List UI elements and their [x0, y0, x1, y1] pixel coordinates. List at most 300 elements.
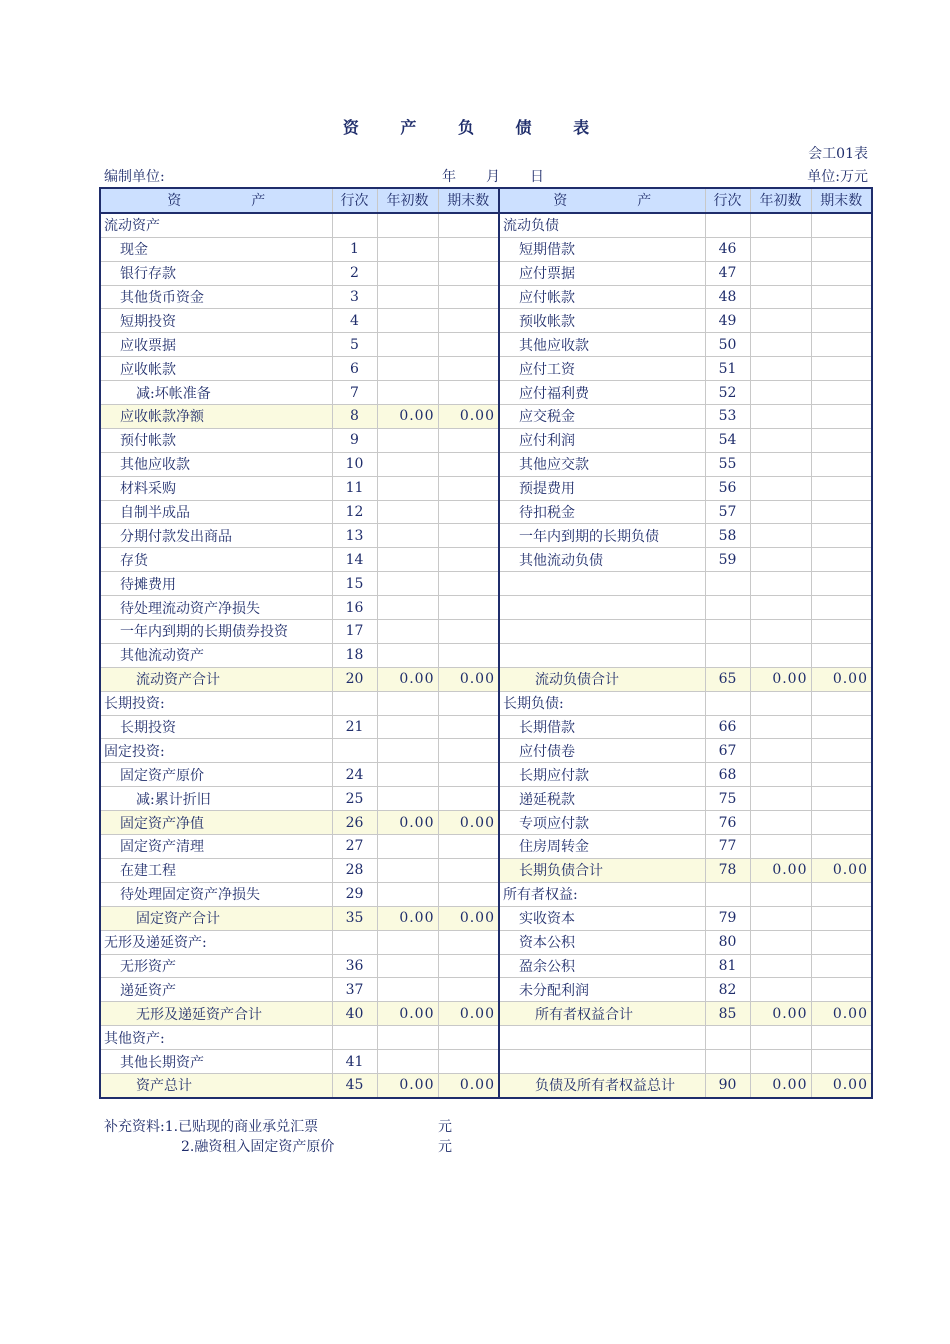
asset-row-no: 20 [332, 667, 377, 691]
table-row [100, 357, 872, 381]
asset-row-no: 10 [332, 452, 377, 476]
header-end-right: 期末数 [811, 188, 872, 213]
liability-row-no: 65 [705, 667, 750, 691]
liability-row-no [705, 691, 750, 715]
liability-begin [750, 596, 811, 620]
table-row [100, 1026, 872, 1050]
liability-row-no: 79 [705, 906, 750, 930]
asset-begin [377, 596, 438, 620]
asset-end [438, 1026, 499, 1050]
liability-row-no: 59 [705, 548, 750, 572]
liability-end [811, 596, 872, 620]
liability-name: 应付利润 [499, 428, 705, 452]
asset-begin [377, 763, 438, 787]
asset-name: 长期投资 [100, 715, 332, 739]
liability-name: 盈余公积 [499, 954, 705, 978]
table-body [100, 213, 872, 1098]
liability-begin [750, 930, 811, 954]
asset-row-no: 6 [332, 357, 377, 381]
asset-row-no: 24 [332, 763, 377, 787]
asset-row-no: 21 [332, 715, 377, 739]
liability-begin [750, 715, 811, 739]
liability-name: 住房周转金 [499, 835, 705, 859]
asset-begin [377, 954, 438, 978]
asset-begin [377, 237, 438, 261]
asset-end: 0.00 [438, 811, 499, 835]
liability-end [811, 787, 872, 811]
liability-name: 短期借款 [499, 237, 705, 261]
asset-row-no [332, 213, 377, 237]
table-row [100, 261, 872, 285]
asset-name: 其他应收款 [100, 452, 332, 476]
liability-begin [750, 787, 811, 811]
liability-begin [750, 428, 811, 452]
liability-name: 未分配利润 [499, 978, 705, 1002]
asset-begin [377, 1026, 438, 1050]
liability-begin: 0.00 [750, 667, 811, 691]
asset-name: 自制半成品 [100, 500, 332, 524]
asset-row-no: 13 [332, 524, 377, 548]
asset-begin [377, 643, 438, 667]
liability-begin [750, 978, 811, 1002]
liability-end [811, 882, 872, 906]
org-label: 编制单位: [104, 169, 165, 185]
supplementary-notes [104, 1116, 452, 1156]
liability-row-no: 52 [705, 381, 750, 405]
table-row [100, 1050, 872, 1074]
liability-begin [750, 261, 811, 285]
liability-row-no [705, 620, 750, 644]
liability-begin [750, 476, 811, 500]
liability-row-no: 78 [705, 858, 750, 882]
asset-end [438, 237, 499, 261]
liability-row-no [705, 596, 750, 620]
asset-row-no: 8 [332, 405, 377, 429]
asset-end [438, 930, 499, 954]
liability-begin [750, 620, 811, 644]
asset-row-no: 7 [332, 381, 377, 405]
liability-begin [750, 524, 811, 548]
liability-row-no: 67 [705, 739, 750, 763]
liability-row-no [705, 572, 750, 596]
table-row [100, 285, 872, 309]
asset-row-no: 5 [332, 333, 377, 357]
year-label: 年 [442, 169, 456, 185]
liability-begin [750, 882, 811, 906]
asset-name: 应收帐款净额 [100, 405, 332, 429]
liability-row-no: 57 [705, 500, 750, 524]
header-begin: 年初数 [377, 188, 438, 213]
asset-end [438, 357, 499, 381]
table-row [100, 1002, 872, 1026]
liability-row-no: 80 [705, 930, 750, 954]
table-row [100, 548, 872, 572]
liability-name: 流动负债合计 [499, 667, 705, 691]
liability-begin [750, 500, 811, 524]
asset-row-no: 1 [332, 237, 377, 261]
table-row [100, 476, 872, 500]
liability-end [811, 500, 872, 524]
table-row [100, 381, 872, 405]
asset-end [438, 285, 499, 309]
asset-end [438, 739, 499, 763]
liability-name: 一年内到期的长期负债 [499, 524, 705, 548]
liability-row-no: 76 [705, 811, 750, 835]
liability-end: 0.00 [811, 1002, 872, 1026]
liability-end: 0.00 [811, 1073, 872, 1097]
liability-end [811, 835, 872, 859]
asset-row-no [332, 1026, 377, 1050]
liability-name: 流动负债 [499, 213, 705, 237]
asset-begin: 0.00 [377, 906, 438, 930]
asset-end [438, 643, 499, 667]
asset-begin [377, 882, 438, 906]
liability-row-no [705, 643, 750, 667]
asset-row-no: 3 [332, 285, 377, 309]
asset-name: 分期付款发出商品 [100, 524, 332, 548]
liability-begin [750, 643, 811, 667]
liability-end [811, 381, 872, 405]
table-row [100, 954, 872, 978]
asset-row-no: 14 [332, 548, 377, 572]
liability-name: 应付帐款 [499, 285, 705, 309]
asset-end [438, 572, 499, 596]
asset-name: 固定资产净值 [100, 811, 332, 835]
liability-begin [750, 1026, 811, 1050]
table-row [100, 572, 872, 596]
asset-name: 流动资产合计 [100, 667, 332, 691]
asset-begin [377, 835, 438, 859]
asset-begin [377, 1050, 438, 1074]
asset-name: 存货 [100, 548, 332, 572]
asset-name: 待处理固定资产净损失 [100, 882, 332, 906]
asset-begin [377, 381, 438, 405]
asset-row-no: 41 [332, 1050, 377, 1074]
liability-name: 实收资本 [499, 906, 705, 930]
liability-begin [750, 285, 811, 309]
asset-begin [377, 620, 438, 644]
liability-end [811, 1050, 872, 1074]
table-row [100, 1073, 872, 1097]
asset-row-no: 4 [332, 309, 377, 333]
liability-begin: 0.00 [750, 858, 811, 882]
asset-row-no: 26 [332, 811, 377, 835]
liability-name: 其他应交款 [499, 452, 705, 476]
note-unit-1: 元 [438, 1119, 452, 1135]
liability-end [811, 691, 872, 715]
liability-end [811, 548, 872, 572]
asset-begin: 0.00 [377, 405, 438, 429]
table-row [100, 835, 872, 859]
table-row [100, 620, 872, 644]
asset-row-no: 16 [332, 596, 377, 620]
liability-begin [750, 739, 811, 763]
asset-end [438, 596, 499, 620]
asset-begin [377, 691, 438, 715]
asset-begin: 0.00 [377, 811, 438, 835]
asset-end [438, 715, 499, 739]
asset-name: 在建工程 [100, 858, 332, 882]
asset-begin [377, 500, 438, 524]
table-row [100, 452, 872, 476]
liability-name: 长期应付款 [499, 763, 705, 787]
asset-row-no: 12 [332, 500, 377, 524]
asset-end [438, 954, 499, 978]
liability-row-no: 56 [705, 476, 750, 500]
asset-row-no: 18 [332, 643, 377, 667]
asset-begin: 0.00 [377, 1073, 438, 1097]
asset-row-no: 35 [332, 906, 377, 930]
table-row [100, 667, 872, 691]
liability-name [499, 1050, 705, 1074]
liability-row-no: 46 [705, 237, 750, 261]
liability-row-no: 58 [705, 524, 750, 548]
asset-row-no [332, 930, 377, 954]
liability-name [499, 572, 705, 596]
liability-begin [750, 954, 811, 978]
asset-end: 0.00 [438, 405, 499, 429]
asset-name: 其他长期资产 [100, 1050, 332, 1074]
liability-begin [750, 213, 811, 237]
liability-begin [750, 572, 811, 596]
liability-end [811, 906, 872, 930]
liability-end [811, 1026, 872, 1050]
asset-begin [377, 524, 438, 548]
liability-end [811, 715, 872, 739]
asset-row-no [332, 691, 377, 715]
table-row [100, 882, 872, 906]
table-row [100, 500, 872, 524]
header-row-no: 行次 [332, 188, 377, 213]
asset-name: 其他货币资金 [100, 285, 332, 309]
asset-row-no: 2 [332, 261, 377, 285]
liability-row-no: 47 [705, 261, 750, 285]
asset-end [438, 524, 499, 548]
asset-name: 其他资产: [100, 1026, 332, 1050]
liability-row-no: 85 [705, 1002, 750, 1026]
liability-end [811, 357, 872, 381]
liability-end [811, 309, 872, 333]
liability-row-no [705, 1050, 750, 1074]
asset-end [438, 835, 499, 859]
note-unit-2: 元 [438, 1139, 452, 1155]
liability-row-no: 49 [705, 309, 750, 333]
liability-row-no: 50 [705, 333, 750, 357]
liability-end [811, 763, 872, 787]
asset-row-no: 9 [332, 428, 377, 452]
asset-name: 材料采购 [100, 476, 332, 500]
asset-end [438, 428, 499, 452]
liability-end [811, 620, 872, 644]
liability-begin [750, 548, 811, 572]
liability-begin [750, 405, 811, 429]
asset-row-no [332, 739, 377, 763]
asset-begin [377, 476, 438, 500]
liability-end [811, 930, 872, 954]
month-label: 月 [486, 169, 500, 185]
asset-name: 短期投资 [100, 309, 332, 333]
table-row [100, 643, 872, 667]
header-row-no-right: 行次 [705, 188, 750, 213]
page-title: 资 产 负 债 表 [342, 118, 608, 137]
asset-begin [377, 285, 438, 309]
liability-name: 应付福利费 [499, 381, 705, 405]
liability-end [811, 739, 872, 763]
liability-begin [750, 1050, 811, 1074]
asset-end [438, 476, 499, 500]
table-row [100, 930, 872, 954]
liability-end [811, 954, 872, 978]
liability-name: 负债及所有者权益总计 [499, 1073, 705, 1097]
table-row [100, 715, 872, 739]
asset-end [438, 500, 499, 524]
meta-row [104, 166, 868, 186]
asset-name: 其他流动资产 [100, 643, 332, 667]
asset-row-no: 36 [332, 954, 377, 978]
liability-end [811, 452, 872, 476]
liability-row-no: 82 [705, 978, 750, 1002]
asset-row-no: 27 [332, 835, 377, 859]
liability-begin [750, 906, 811, 930]
liability-end: 0.00 [811, 667, 872, 691]
asset-begin [377, 858, 438, 882]
liability-begin [750, 811, 811, 835]
liability-row-no: 75 [705, 787, 750, 811]
header-asset: 资 产 [100, 188, 332, 213]
liability-row-no: 53 [705, 405, 750, 429]
liability-name [499, 620, 705, 644]
table-row [100, 906, 872, 930]
liability-name: 递延税款 [499, 787, 705, 811]
balance-sheet-table [99, 187, 873, 1099]
table-row [100, 858, 872, 882]
table-row [100, 405, 872, 429]
asset-end [438, 882, 499, 906]
table-row [100, 428, 872, 452]
liability-begin [750, 691, 811, 715]
liability-row-no: 51 [705, 357, 750, 381]
liability-end [811, 405, 872, 429]
asset-name: 固定资产原价 [100, 763, 332, 787]
asset-row-no: 45 [332, 1073, 377, 1097]
unit-label: 单位:万元 [807, 169, 868, 185]
asset-end [438, 261, 499, 285]
asset-end [438, 787, 499, 811]
header-end: 期末数 [438, 188, 499, 213]
table-header [100, 188, 872, 213]
asset-end [438, 309, 499, 333]
asset-begin [377, 572, 438, 596]
liability-row-no [705, 882, 750, 906]
liability-row-no: 54 [705, 428, 750, 452]
liability-end [811, 428, 872, 452]
table-row [100, 596, 872, 620]
asset-begin [377, 548, 438, 572]
liability-end [811, 476, 872, 500]
asset-row-no: 25 [332, 787, 377, 811]
liability-row-no: 90 [705, 1073, 750, 1097]
liability-begin [750, 309, 811, 333]
asset-begin [377, 739, 438, 763]
table-row [100, 811, 872, 835]
liability-name: 长期负债合计 [499, 858, 705, 882]
asset-end: 0.00 [438, 1073, 499, 1097]
asset-begin [377, 261, 438, 285]
asset-row-no: 11 [332, 476, 377, 500]
asset-name: 递延资产 [100, 978, 332, 1002]
asset-name: 应收帐款 [100, 357, 332, 381]
liability-begin [750, 452, 811, 476]
day-label: 日 [530, 169, 544, 185]
liability-end [811, 333, 872, 357]
liability-name: 所有者权益: [499, 882, 705, 906]
liability-begin [750, 835, 811, 859]
liability-row-no: 55 [705, 452, 750, 476]
form-code: 会工01表 [808, 146, 868, 162]
liability-begin: 0.00 [750, 1002, 811, 1026]
asset-begin: 0.00 [377, 1002, 438, 1026]
liability-row-no: 48 [705, 285, 750, 309]
liability-end [811, 237, 872, 261]
liability-begin: 0.00 [750, 1073, 811, 1097]
asset-row-no: 28 [332, 858, 377, 882]
asset-begin [377, 787, 438, 811]
liability-name: 专项应付款 [499, 811, 705, 835]
liability-name: 待扣税金 [499, 500, 705, 524]
liability-name: 长期借款 [499, 715, 705, 739]
table-row [100, 978, 872, 1002]
asset-name: 固定投资: [100, 739, 332, 763]
asset-name: 减:坏帐准备 [100, 381, 332, 405]
asset-name: 减:累计折旧 [100, 787, 332, 811]
asset-end: 0.00 [438, 667, 499, 691]
asset-name: 待处理流动资产净损失 [100, 596, 332, 620]
asset-name: 固定资产合计 [100, 906, 332, 930]
asset-begin [377, 452, 438, 476]
liability-begin [750, 381, 811, 405]
asset-name: 现金 [100, 237, 332, 261]
liability-end [811, 285, 872, 309]
table-row [100, 739, 872, 763]
liability-end [811, 213, 872, 237]
asset-begin [377, 715, 438, 739]
liability-name: 其他流动负债 [499, 548, 705, 572]
liability-begin [750, 237, 811, 261]
asset-row-no: 40 [332, 1002, 377, 1026]
asset-end [438, 1050, 499, 1074]
asset-row-no: 15 [332, 572, 377, 596]
asset-end [438, 381, 499, 405]
asset-begin [377, 978, 438, 1002]
asset-begin [377, 357, 438, 381]
liability-name [499, 596, 705, 620]
asset-begin [377, 213, 438, 237]
table-row [100, 763, 872, 787]
asset-begin [377, 333, 438, 357]
liability-name: 所有者权益合计 [499, 1002, 705, 1026]
table-row [100, 237, 872, 261]
asset-end [438, 763, 499, 787]
table-row [100, 524, 872, 548]
asset-end [438, 452, 499, 476]
liability-end [811, 261, 872, 285]
asset-end [438, 333, 499, 357]
table-row [100, 213, 872, 237]
asset-row-no: 17 [332, 620, 377, 644]
liability-name [499, 643, 705, 667]
liability-name: 长期负债: [499, 691, 705, 715]
liability-name: 应付债卷 [499, 739, 705, 763]
